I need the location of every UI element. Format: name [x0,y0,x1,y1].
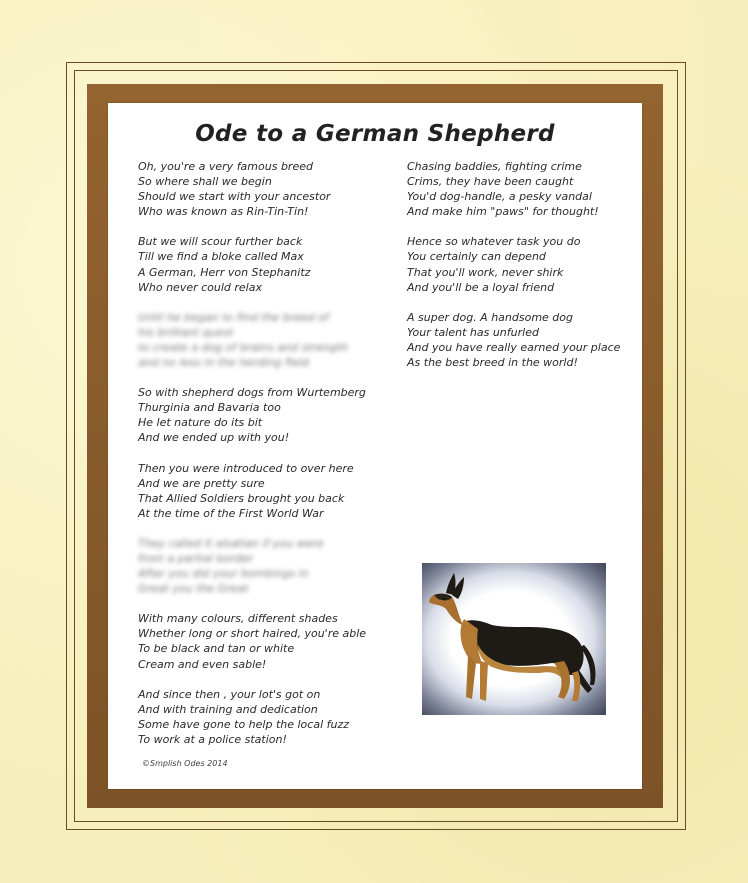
poem-line: Who never could relax [138,280,262,294]
poem-left-column [138,159,398,762]
poem-sheet [108,103,642,789]
poem-line: Your talent has unfurled [407,325,539,339]
poem-line: To work at a police station! [138,732,287,746]
poem-line: They called it alsatian if you were [138,536,324,550]
poem-line: That Allied Soldiers brought you back [138,491,345,505]
poem-line: A German, Herr von Stephanitz [138,265,311,279]
poem-stanza [138,159,398,219]
poem-stanza [138,310,398,370]
poem-stanza [138,385,398,445]
poem-line: Crims, they have been caught [407,175,574,189]
poem-line: from a partial border [138,551,253,565]
poem-line: So where shall we begin [138,175,272,189]
poem-line: Who was known as Rin-Tin-Tin! [138,205,309,219]
poem-stanza [138,461,398,521]
poem-line: And you have really earned your place [407,340,621,354]
dog-illustration [422,563,606,715]
poem-line: Thurginia and Bavaria too [138,401,281,415]
poem-line: Chasing baddies, fighting crime [407,160,582,173]
poem-line: Some have gone to help the local fuzz [138,717,350,731]
poem-line: And since then , your lot's got on [138,687,321,701]
poem-line: And you'll be a loyal friend [407,280,555,294]
poem-stanza [407,159,637,219]
poem-line: So with shepherd dogs from Wurtemberg [138,386,366,400]
poem-stanza [138,611,398,671]
poem-line: Hence so whatever task you do [407,235,581,249]
poem-line: He let nature do its bit [138,416,263,430]
german-shepherd-photo [422,563,606,715]
poem-line: As the best breed in the world! [407,356,578,370]
poem-line: At the time of the First World War [138,506,324,520]
poem-line: Oh, you're a very famous breed [138,160,313,173]
poem-line: Then you were introduced to over here [138,461,354,475]
poem-line: Whether long or short haired, you're able [138,627,367,641]
poem-stanza [138,536,398,596]
poem-right-column [407,159,637,385]
poem-stanza [407,234,637,294]
poem-line: Should we start with your ancestor [138,190,331,204]
poem-line: and no less in the herding field [138,356,309,370]
poem-line: Until he began to find the breed of [138,310,329,324]
poem-line: You'd dog-handle, a pesky vandal [407,190,592,204]
poem-line: And we are pretty sure [138,476,265,490]
poem-stanza [138,687,398,747]
poem-line: Great you the Great [138,582,249,596]
copyright-note: ©Smplish Odes 2014 [142,759,228,768]
poem-line: to create a dog of brains and strength [138,340,348,354]
poem-stanza [407,310,637,370]
poem-line: And we ended up with you! [138,431,290,445]
poem-line: That you'll work, never shirk [407,265,564,279]
poem-line: Till we find a bloke called Max [138,250,304,264]
poem-line: A super dog. A handsome dog [407,310,574,324]
poem-title: Ode to a German Shepherd [195,121,555,147]
poem-line: his brilliant quest [138,325,234,339]
poem-line: With many colours, different shades [138,612,338,626]
poem-line: And with training and dedication [138,702,318,716]
poem-line: Cream and even sable! [138,657,267,671]
poem-stanza [138,234,398,294]
poem-line: To be black and tan or white [138,642,295,656]
poem-line: You certainly can depend [407,250,546,264]
poem-line: After you did your bombings in [138,567,309,581]
poem-line: But we will scour further back [138,235,303,249]
poem-line: And make him "paws" for thought! [407,205,599,219]
